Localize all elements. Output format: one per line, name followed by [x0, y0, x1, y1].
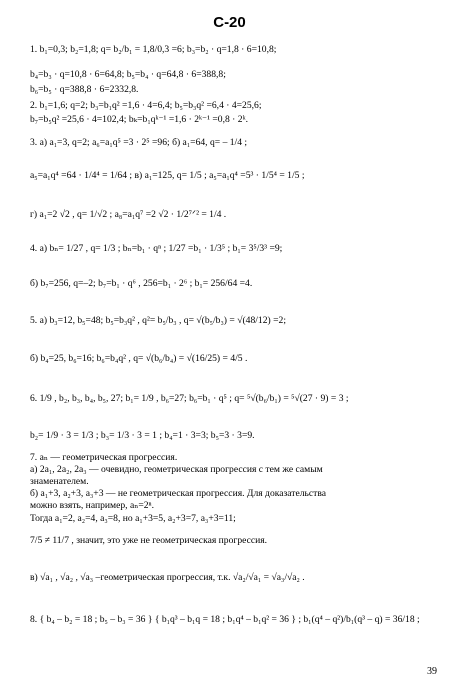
line-8-1: 8. { b₄ – b₂ = 18 ; b₅ – b₃ = 36 } { b₁q³ – b₁q = 18 ; b₁q⁴ – b₁q² = 36 } ; b₁(q⁴ – q²)/b₁(q³ – q) = 36/18 ;	[30, 614, 420, 625]
line-2-2: b₇=b₅q² =25,6 · 4=102,4; bₖ=b₁qᵏ⁻¹ =1,6 · 2ᵏ⁻¹ =0,8 · 2ᵏ.	[30, 114, 248, 125]
line-3-1: 3. а) a₁=3, q=2; a₆=a₁q⁵ =3 · 2⁵ =96; б) a₁=64, q= – 1/4 ;	[30, 137, 248, 148]
line-6-2: b₂= 1/9 · 3 = 1/3 ; b₃= 1/3 · 3 = 1 ; b₄=1 · 3=3; b₅=3 · 3=9.	[30, 430, 255, 441]
line-1-3: b₆=b₅ · q=388,8 · 6=2332,8.	[30, 84, 139, 95]
line-5-1: 5. а) b₃=12, b₅=48; b₅=b₃q² , q²= b₅/b₃ , q= √(b₅/b₃) = √(48/12) =2;	[30, 315, 286, 326]
line-3-2: a₅=a₁q⁴ =64 · 1/4⁴ = 1/64 ; в) a₁=125, q= 1/5 ; a₅=a₁q⁴ =5³ · 1/5⁴ = 1/5 ;	[30, 170, 305, 181]
line-7-8: в) √a₁ , √a₂ , √a₃ –геометрическая прогрессия, т.к. √a₂/√a₁ = √a₃/√a₂ .	[30, 572, 305, 583]
line-7-6: Тогда a₁=2, a₂=4, a₃=8, но a₁+3=5, a₂+3=7, a₃+3=11;	[30, 513, 236, 524]
line-4-2: б) b₇=256, q=–2; b₇=b₁ · q⁶ , 256=b₁ · 2⁶ ; b₁= 256/64 =4.	[30, 278, 253, 289]
line-7-4: б) a₁+3, a₂+3, a₃+3 — не геометрическая прогрессия. Для доказательства	[30, 488, 327, 499]
line-3-3: г) a₁=2 √2 , q= 1/√2 ; a₈=a₁q⁷ =2 √2 · 1/2⁷ᐟ² = 1/4 .	[30, 209, 227, 220]
line-7-1: 7. aₙ — геометрическая прогрессия.	[30, 452, 178, 463]
line-1-2: b₄=b₃ · q=10,8 · 6=64,8; b₅=b₄ · q=64,8 · 6=388,8;	[30, 69, 226, 80]
line-6-1: 6. 1/9 , b₂, b₃, b₄, b₅, 27; b₁= 1/9 , b₆=27; b₆=b₁ · q⁵ ; q= ⁵√(b₆/b₁) = ⁵√(27 · 9) = 3 ;	[30, 393, 349, 404]
line-7-5: можно взять, например, aₙ=2ⁿ.	[30, 500, 154, 511]
page-title: С-20	[213, 14, 246, 31]
page-number: 39	[427, 666, 437, 677]
line-2-1: 2. b₁=1,6; q=2; b₃=b₁q² =1,6 · 4=6,4; b₅=b₃q² =6,4 · 4=25,6;	[30, 100, 262, 111]
line-4-1: 4. а) bₙ= 1/27 , q= 1/3 ; bₙ=b₁ · qⁿ ; 1/27 =b₁ · 1/3⁵ ; b₁= 3⁵/3³ =9;	[30, 243, 283, 254]
line-1-1: 1. b₁=0,3; b₂=1,8; q= b₂/b₁ = 1,8/0,3 =6; b₃=b₂ · q=1,8 · 6=10,8;	[30, 44, 277, 55]
line-7-7: 7/5 ≠ 11/7 , значит, это уже не геометрическая прогрессия.	[30, 535, 268, 546]
line-7-2: а) 2a₁, 2a₂, 2a₃ — очевидно, геометрическая прогрессия с тем же самым	[30, 464, 323, 475]
line-5-2: б) b₄=25, b₆=16; b₆=b₄q² , q= √(b₆/b₄) = √(16/25) = 4/5 .	[30, 353, 248, 364]
line-7-3: знаменателем.	[30, 476, 89, 487]
